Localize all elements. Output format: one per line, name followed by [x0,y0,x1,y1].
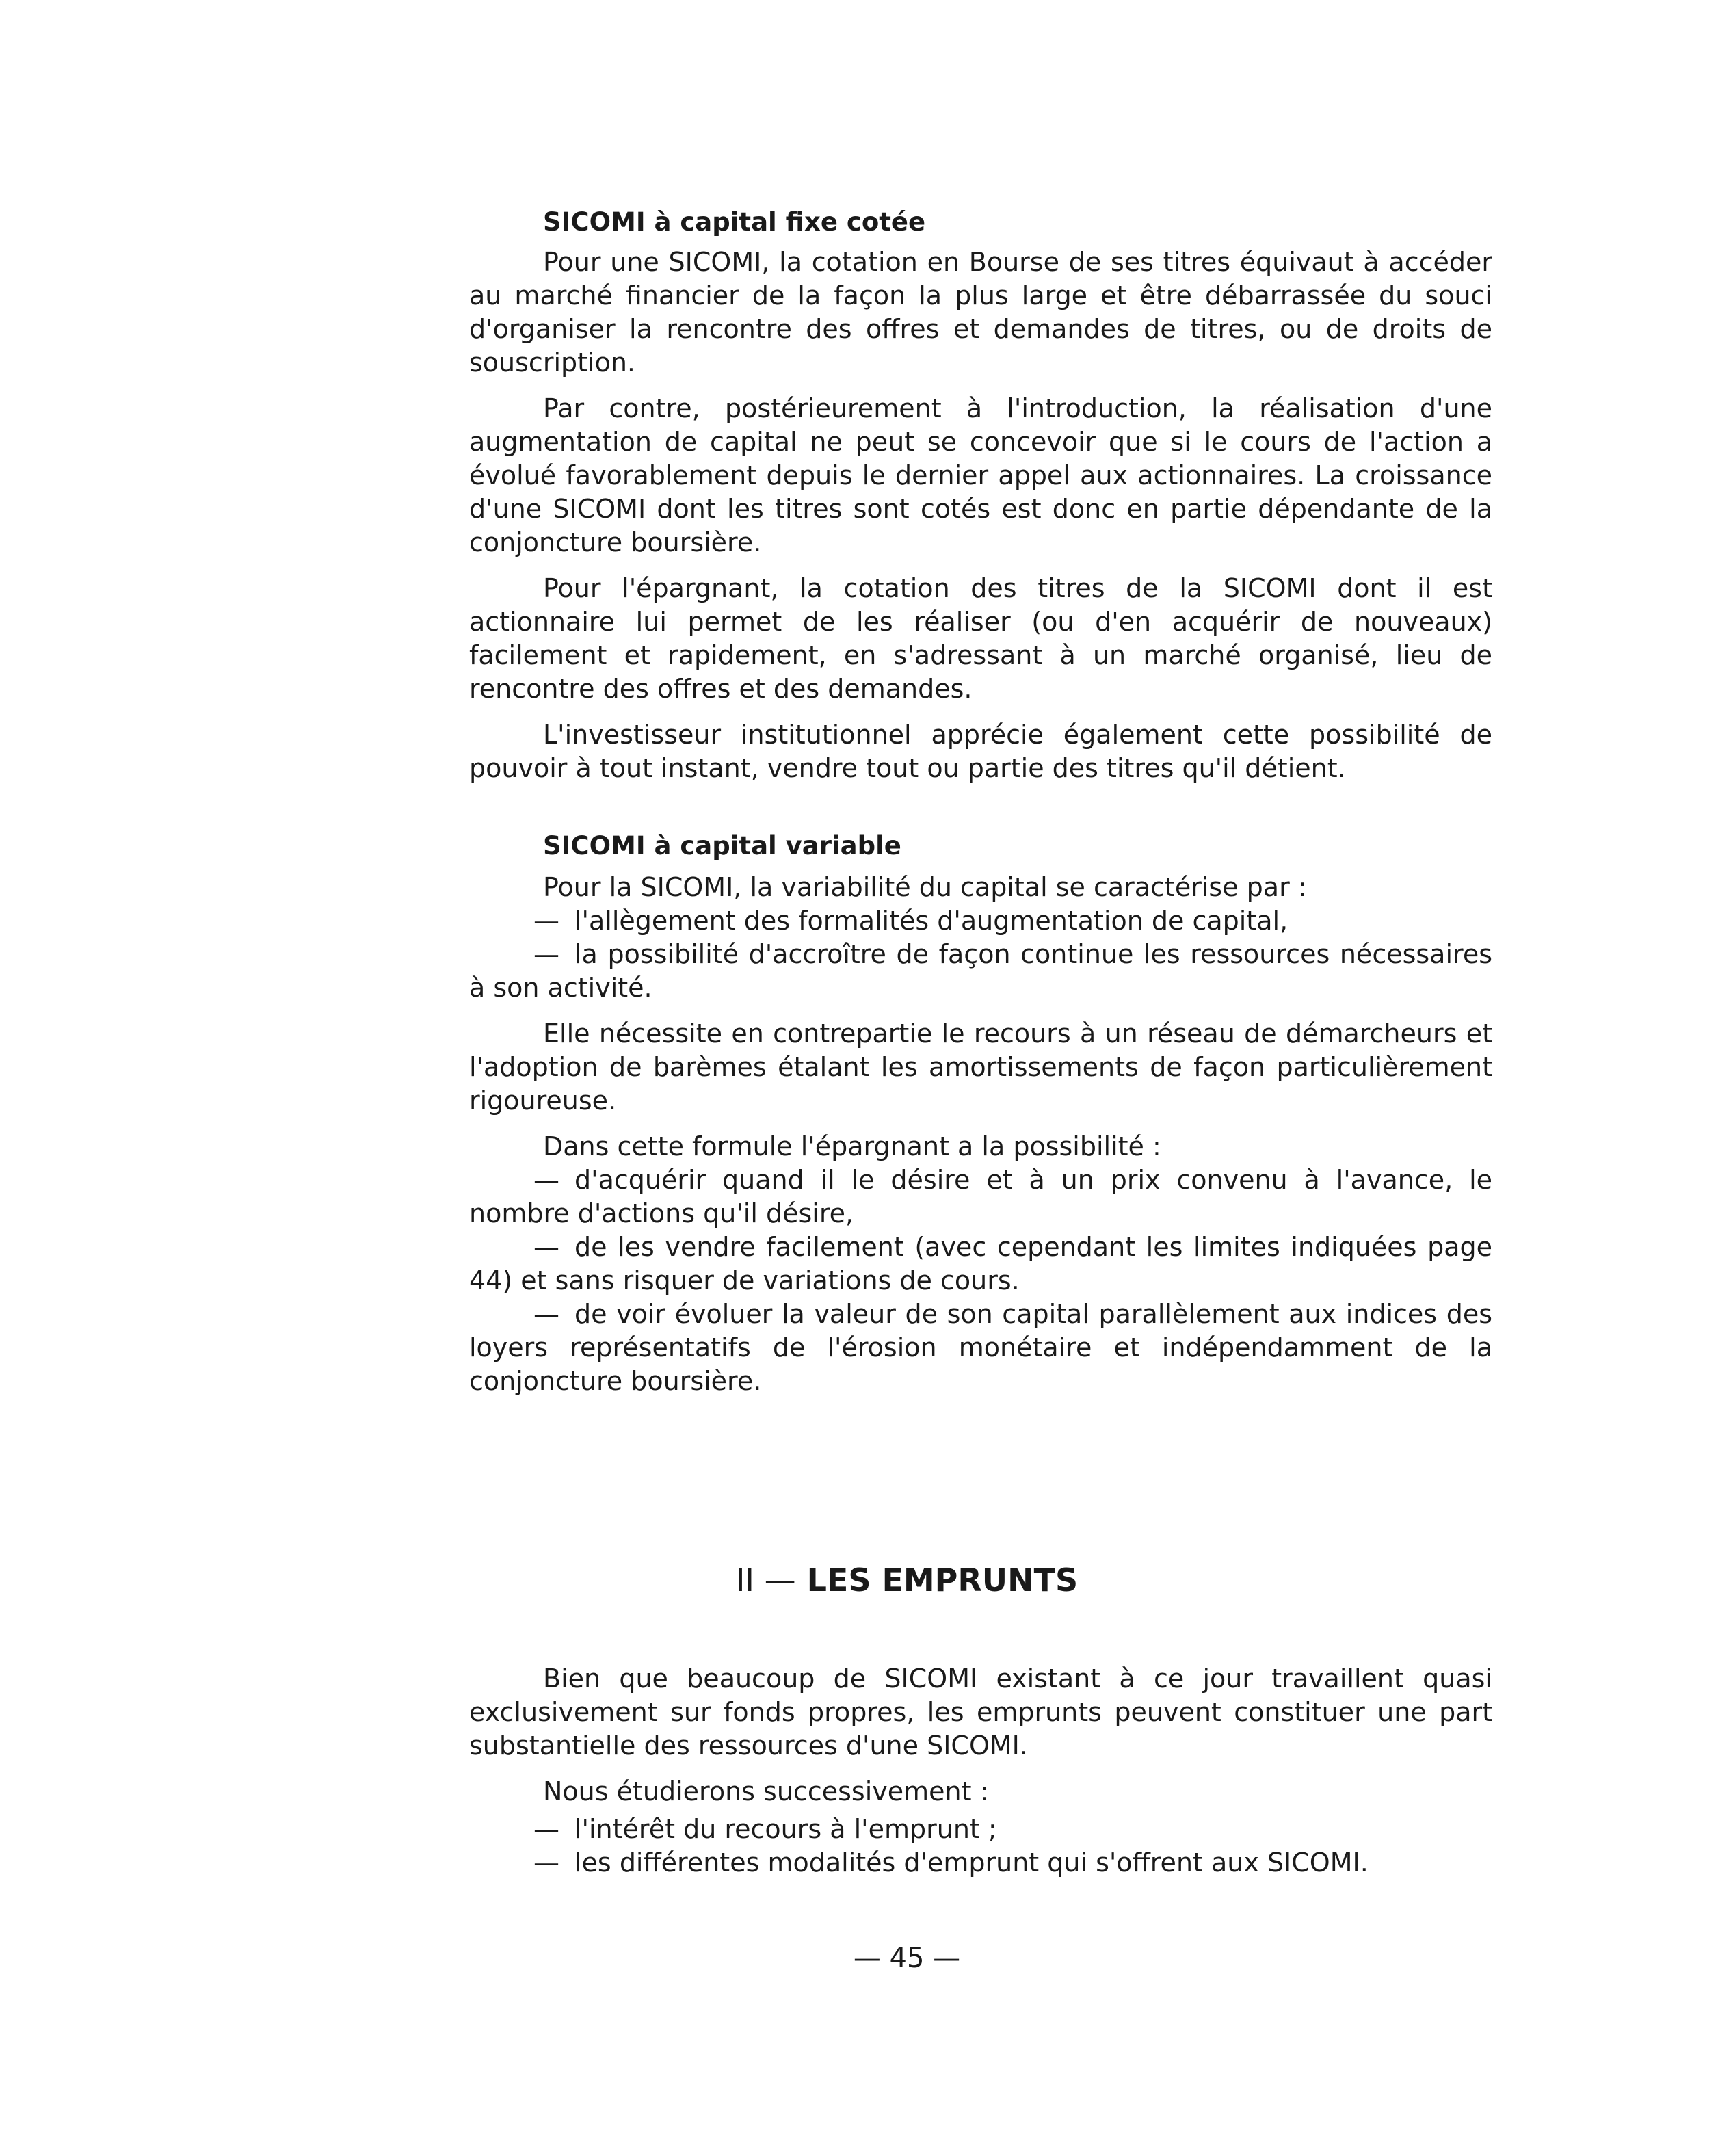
page-number: — 45 — [853,1943,961,1974]
paragraph-epargnant: Pour l'épargnant, la cotation des titres de la SICOMI dont il est actionnaire lui permet de les réaliser (ou d'en acquérir de nouveaux) facilement et rapidement, en s'adressant à un marché organisé, lieu de rencontre des offres et des demandes. [469,573,1492,704]
list-item-possibilite [469,938,1492,1005]
section-title-emprunts [0,1560,1718,1601]
list-item-text: d'acquérir quand il le désire et à un prix convenu à l'avance, le nombre d'actions qu'il désire, [469,1165,1492,1228]
section-emprunts [469,1662,1492,1880]
paragraph-cotation: Pour une SICOMI, la cotation en Bourse de ses titres équivaut à accéder au marché financier de la façon la plus large et être débarrassée du souci d'organiser la rencontre des offres et demandes de titres, ou de droits de souscription. [469,247,1492,378]
dash-glyph: — [533,1165,559,1195]
paragraph-augmentation: Par contre, postérieurement à l'introduction, la réalisation d'une augmentation de capital ne peut se concevoir que si le cours de l'action a évolué favorablement depuis le dernier appel aux actionnaires. La croissance d'une SICOMI dont les titres sont cotés est donc en partie dépendante de la conjoncture boursière. [469,393,1492,557]
list-item-text: de voir évoluer la valeur de son capital parallèlement aux indices des loyers représentatifs de l'érosion monétaire et indépendamment de la conjoncture boursière. [469,1299,1492,1396]
paragraph-fonds-propres: Bien que beaucoup de SICOMI existant à ce jour travaillent quasi exclusivement sur fonds propres, les emprunts peuvent constituer une part substantielle des ressources d'une SICOMI. [469,1664,1492,1761]
list-item-interet [469,1813,1492,1846]
dash-glyph: — [533,939,559,969]
list-item-acquerir [469,1164,1492,1231]
list-item-text: de les vendre facilement (avec cependant les limites indiquées page 44) et sans risquer de variations de cours. [469,1232,1492,1296]
heading-capital-fixe: SICOMI à capital fixe cotée [543,207,926,237]
dash-glyph: — [533,1299,559,1329]
heading-capital-variable: SICOMI à capital variable [543,831,901,860]
paragraph-etudierons: Nous étudierons successivement : [543,1776,989,1806]
dash-glyph: — [533,1848,559,1878]
list-item-vendre [469,1231,1492,1298]
section-name: LES EMPRUNTS [806,1562,1079,1599]
section-capital-variable [469,829,1492,1398]
paragraph-formule-intro: Dans cette formule l'épargnant a la possibilité : [543,1131,1161,1161]
list-item-allegement [469,904,1492,938]
list-item-evoluer [469,1298,1492,1398]
list-item-text: l'allègement des formalités d'augmentation de capital, [574,906,1288,936]
section-number: II — [735,1562,796,1599]
list-item-text: les différentes modalités d'emprunt qui s'offrent aux SICOMI. [574,1848,1369,1878]
paragraph-variabilite-intro: Pour la SICOMI, la variabilité du capital se caractérise par : [543,872,1307,902]
list-item-text: la possibilité d'accroître de façon continue les ressources nécessaires à son activité. [469,939,1492,1003]
dash-glyph: — [533,1814,559,1844]
list-item-modalites [469,1846,1492,1880]
dash-glyph: — [533,1232,559,1262]
paragraph-investisseur: L'investisseur institutionnel apprécie également cette possibilité de pouvoir à tout instant, vendre tout ou partie des titres qu'il détient. [469,720,1492,783]
section-capital-fixe [469,205,1492,785]
dash-glyph: — [533,906,559,936]
paragraph-demarcheurs: Elle nécessite en contrepartie le recours à un réseau de démarcheurs et l'adoption de barèmes étalant les amortissements de façon particulièrement rigoureuse. [469,1018,1492,1116]
list-item-text: l'intérêt du recours à l'emprunt ; [574,1814,997,1844]
